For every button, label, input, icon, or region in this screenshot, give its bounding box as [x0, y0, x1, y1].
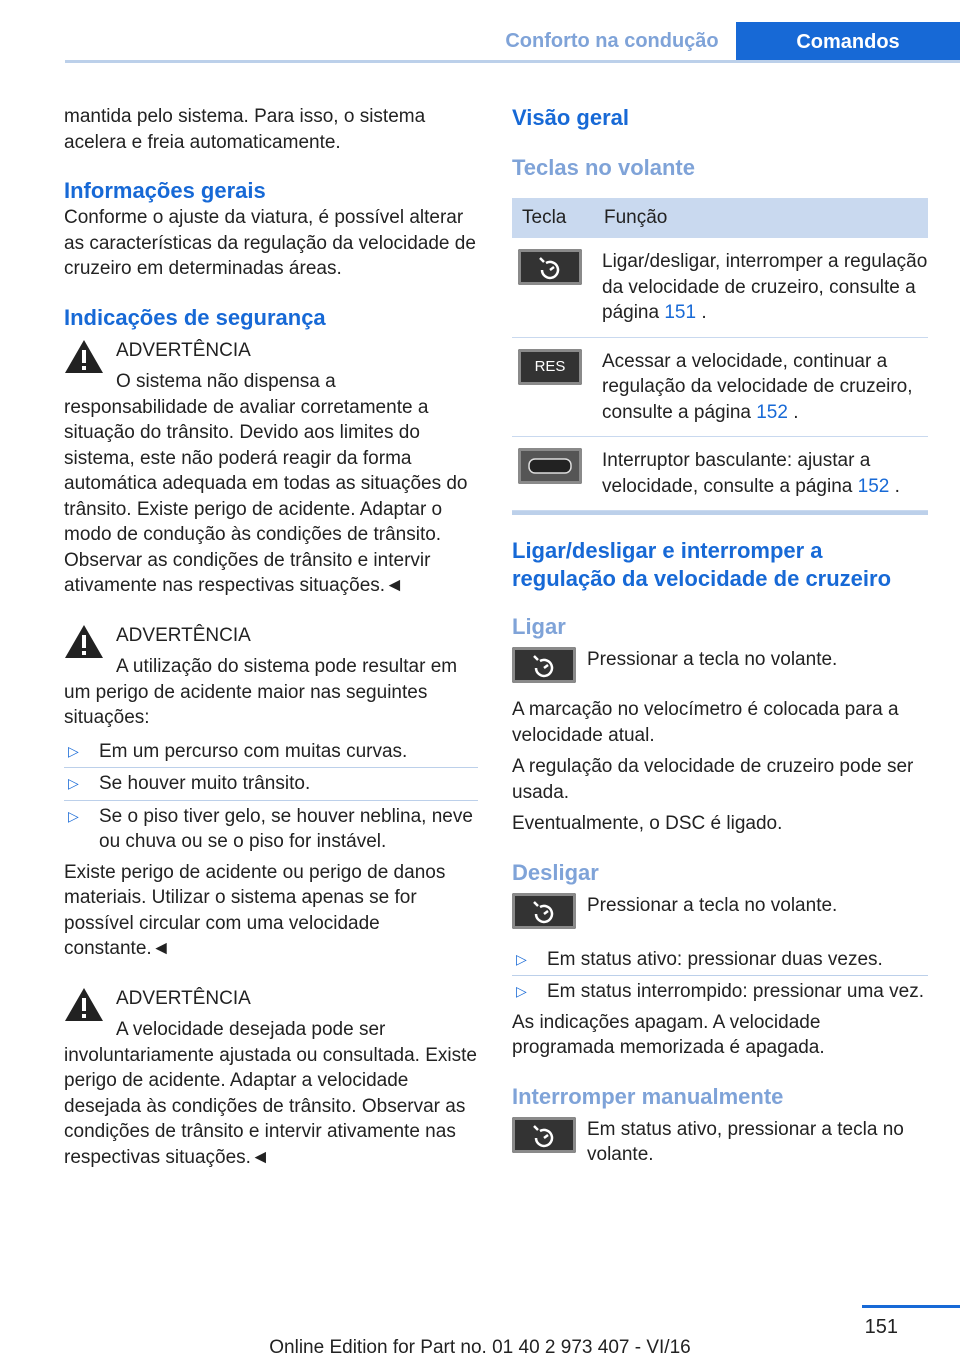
- warning-title: ADVERTÊNCIA: [116, 624, 251, 646]
- on-paragraph-2: A regulação da velocidade de cruzeiro pode ser usada.: [512, 756, 914, 803]
- page-link[interactable]: 151: [664, 302, 697, 323]
- table-row: [512, 337, 928, 437]
- off-list: [512, 947, 928, 1005]
- page-link[interactable]: 152: [857, 475, 890, 497]
- bullet-triangle-icon: ▷: [516, 950, 527, 967]
- off-key-row: [512, 893, 928, 933]
- on-key-row: [512, 647, 928, 687]
- page-number: 151: [864, 1316, 898, 1338]
- list-item: ▷ Em status ativo: pressionar duas vezes.: [512, 947, 928, 973]
- pause-key-row: [512, 1117, 928, 1168]
- table-cell-function: Ligar/desligar, interromper a regulação da velocidade de cruzeiro, consulte a página 151 .: [594, 238, 928, 337]
- cruise-control-key-icon: [518, 249, 582, 285]
- table-cell-function: Acessar a velocidade, continuar a regulação da velocidade de cruzeiro, consulte a página 152 .: [594, 337, 928, 437]
- header-chapter-tab[interactable]: Comandos: [736, 22, 960, 63]
- info-text: Conforme o ajuste da viatura, é possível alterar as características da regulação da velocidade de cruzeiro em determinadas áreas.: [64, 207, 476, 279]
- res-key-icon: RES: [518, 349, 582, 385]
- footer-rule: [862, 1305, 960, 1308]
- footer-edition: Online Edition for Part no. 01 40 2 973 407 - VI/16: [269, 1337, 691, 1358]
- warning-text: A velocidade desejada pode ser involuntariamente ajustada ou consultada. Existe perigo de acidente. Adaptar a velocidade desejada às condições de trânsito. Observar as condições de trânsito e intervir ativamente nas respectivas situações.◄: [64, 1019, 477, 1168]
- table-cell-function: Interruptor basculante: ajustar a velocidade, consulte a página 152 .: [594, 437, 928, 511]
- warning-triangle-icon: [64, 623, 104, 659]
- table-row: [512, 238, 928, 337]
- list-item: ▷ Em um percurso com muitas curvas.: [64, 739, 478, 765]
- cruise-control-key-icon: [512, 647, 576, 683]
- cruise-control-key-icon: [512, 1117, 576, 1153]
- warning-situations-list: [64, 739, 478, 855]
- left-column: [64, 104, 478, 1170]
- table-header-key: Tecla: [512, 198, 594, 238]
- rocker-switch-icon: [518, 448, 582, 484]
- warning-block-3: [64, 986, 478, 1171]
- right-column: [512, 104, 928, 1168]
- pause-heading: Interromper manualmente: [512, 1083, 784, 1109]
- on-heading: Ligar: [512, 614, 566, 639]
- on-instruction: Pressionar a tecla no volante.: [587, 649, 838, 670]
- warning-title: ADVERTÊNCIA: [116, 339, 251, 361]
- list-item: ▷ Se o piso tiver gelo, se houver neblina, neve ou chuva ou se o piso for instável.: [68, 805, 473, 852]
- bullet-triangle-icon: ▷: [516, 983, 527, 999]
- overview-heading: Visão geral: [512, 105, 629, 130]
- warning-text: A utilização do sistema pode resultar em um perigo de acidente maior nas seguintes situações:: [64, 656, 458, 728]
- table-header-function: Função: [594, 198, 928, 238]
- cruise-control-key-icon: [512, 893, 576, 929]
- info-heading: Informações gerais: [64, 178, 266, 203]
- on-paragraph-3: Eventualmente, o DSC é ligado.: [512, 813, 783, 834]
- warning-triangle-icon: [64, 986, 104, 1022]
- safety-heading: Indicações de segurança: [64, 304, 326, 330]
- warning-text: O sistema não dispensa a responsabilidade de avaliar corretamente a situação do trânsito. Devido aos limites do sistema, este não poderá reagir da forma automática adequada em todas as situações do trânsito. Existe perigo de acidente. Adaptar o modo de condução às condições de trânsito. Observar as condições de trânsito e intervir ativamente nas respectivas situações.◄: [64, 371, 468, 596]
- header-section-title: Conforto na condução: [505, 29, 719, 52]
- page-link[interactable]: 152: [756, 401, 788, 423]
- table-header-row: [512, 198, 928, 238]
- bullet-triangle-icon: ▷: [68, 742, 79, 759]
- bullet-triangle-icon: ▷: [68, 775, 79, 791]
- warning-block-1: [64, 338, 478, 599]
- warning-triangle-icon: [64, 338, 104, 374]
- list-item: ▷ Se houver muito trânsito.: [64, 771, 478, 797]
- warning-title: ADVERTÊNCIA: [116, 987, 251, 1009]
- table-row: [512, 437, 928, 511]
- off-heading: Desligar: [512, 859, 599, 885]
- keys-heading: Teclas no volante: [512, 155, 695, 180]
- onoff-heading: Ligar/desligar e interromper a regulação da velocidade de cruzeiro: [512, 538, 892, 591]
- off-after-text: As indicações apagam. A velocidade programada memorizada é apagada.: [512, 1011, 825, 1058]
- warning-block-2: [64, 623, 478, 731]
- list-item: ▷ Em status interrompido: pressionar uma vez.: [512, 979, 928, 1005]
- header-rule: [65, 60, 960, 63]
- steering-keys-table: [512, 198, 928, 511]
- pause-instruction: Em status ativo, pressionar a tecla no volante.: [587, 1118, 904, 1165]
- intro-text: mantida pelo sistema. Para isso, o sistema acelera e freia automaticamente.: [64, 106, 426, 153]
- off-instruction: Pressionar a tecla no volante.: [587, 894, 838, 916]
- warning-after-text: Existe perigo de acidente ou perigo de danos materiais. Utilizar o sistema apenas se for possível circular com uma velocidade constante.◄: [64, 861, 446, 959]
- bullet-triangle-icon: ▷: [68, 807, 79, 824]
- on-paragraph-1: A marcação no velocímetro é colocada para a velocidade atual.: [512, 699, 899, 746]
